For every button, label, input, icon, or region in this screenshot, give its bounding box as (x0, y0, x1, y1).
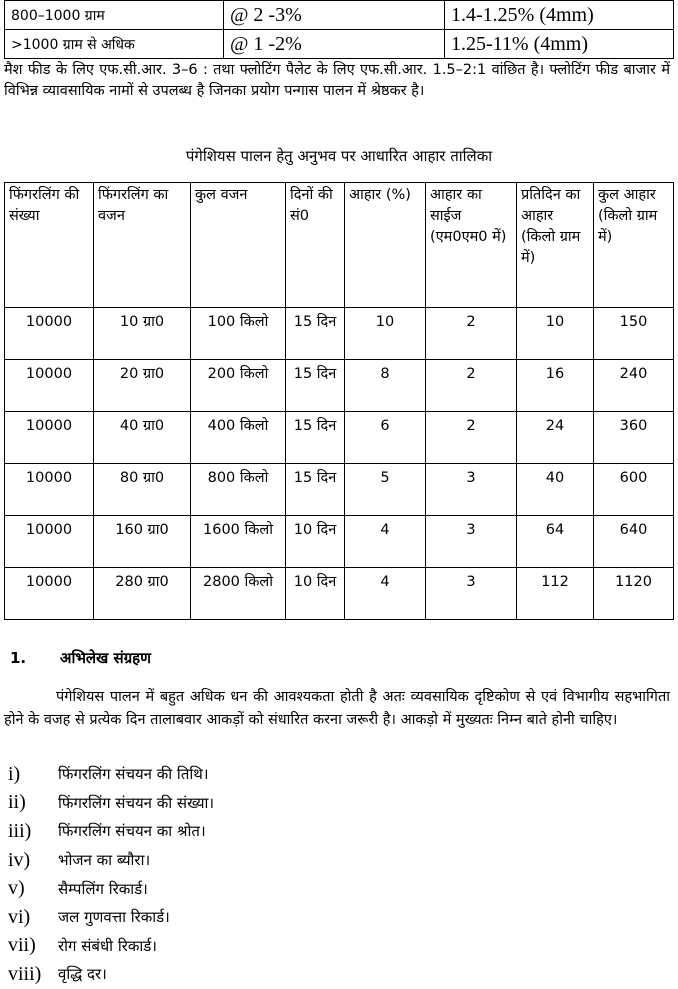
list-item (8, 874, 668, 903)
fcr-cell: 1.25-11% (4mm) (445, 30, 674, 59)
header-feed-percent: आहार (%) (345, 183, 426, 308)
list-numeral: viii) (8, 962, 42, 985)
list-numeral: iv) (8, 848, 31, 871)
feed-percent-cell: 6 (345, 412, 426, 464)
daily-feed-cell: 64 (517, 516, 594, 568)
days-cell: 15 दिन (286, 308, 345, 360)
total-feed-cell: 240 (594, 360, 674, 412)
feed-percent-cell: 5 (345, 464, 426, 516)
daily-feed-cell: 112 (517, 568, 594, 620)
list-item (8, 817, 668, 846)
list-text: फिंगरलिंग संचयन की तिथि। (58, 765, 209, 784)
table-row (5, 412, 674, 464)
feed-size-cell: 3 (426, 568, 517, 620)
list-item (8, 932, 668, 961)
count-cell: 10000 (5, 360, 94, 412)
header-daily-feed: प्रतिदिन का आहार (किलो ग्राम में) (517, 183, 594, 308)
table-row (5, 464, 674, 516)
weight-cell: >1000 ग्राम से अधिक (5, 30, 224, 59)
list-numeral: vi) (8, 905, 31, 928)
header-total-weight: कुल वजन (191, 183, 286, 308)
total-weight-cell: 200 किलो (191, 360, 286, 412)
feed-percent-cell: 8 (345, 360, 426, 412)
list-item (8, 903, 668, 932)
feed-size-cell: 2 (426, 412, 517, 464)
total-feed-cell: 600 (594, 464, 674, 516)
feed-size-cell: 2 (426, 308, 517, 360)
weight-cell: 160 ग्रा0 (94, 516, 191, 568)
list-numeral: iii) (8, 819, 32, 842)
list-numeral: vii) (8, 934, 36, 957)
table-row (5, 568, 674, 620)
list-item (8, 789, 668, 818)
section-number: 1. (10, 649, 27, 667)
list-text: वृद्धि दर। (58, 965, 107, 984)
weight-cell: 800–1000 ग्राम (5, 1, 224, 30)
count-cell: 10000 (5, 568, 94, 620)
header-row (5, 183, 674, 308)
table-title: पंगेशियस पालन हेतु अनुभव पर आधारित आहार तालिका (185, 147, 493, 165)
total-feed-cell: 150 (594, 308, 674, 360)
list-text: फिंगरलिंग संचयन की संख्या। (58, 793, 215, 812)
list-text: सैम्पलिंग रिकार्ड। (58, 879, 148, 898)
daily-feed-cell: 16 (517, 360, 594, 412)
weight-cell: 10 ग्रा0 (94, 308, 191, 360)
list-numeral: i) (8, 762, 21, 785)
weight-cell: 40 ग्रा0 (94, 412, 191, 464)
total-weight-cell: 1600 किलो (191, 516, 286, 568)
feed-chart-table (4, 182, 674, 620)
list-text: फिंगरलिंग संचयन का श्रोत। (58, 822, 206, 841)
count-cell: 10000 (5, 308, 94, 360)
header-weight: फिंगरलिंग का वजन (94, 183, 191, 308)
daily-feed-cell: 40 (517, 464, 594, 516)
total-feed-cell: 640 (594, 516, 674, 568)
table-row (5, 516, 674, 568)
feed-size-cell: 3 (426, 516, 517, 568)
list-text: जल गुणवत्ता रिकार्ड। (58, 908, 170, 927)
header-feed-size: आहार का साईज (एम0एम0 में) (426, 183, 517, 308)
feed-percent-cell: 10 (345, 308, 426, 360)
weight-cell: 20 ग्रा0 (94, 360, 191, 412)
count-cell: 10000 (5, 516, 94, 568)
total-weight-cell: 800 किलो (191, 464, 286, 516)
list-numeral: ii) (8, 791, 26, 814)
daily-feed-cell: 24 (517, 412, 594, 464)
header-count: फिंगरलिंग की संख्या (5, 183, 94, 308)
fcr-paragraph: मैश फीड के लिए एफ.सी.आर. 3–6 : तथा फ्लोटिंग पैलेट के लिए एफ.सी.आर. 1.5–2:1 वांछित है। फ्लोटिंग फीड बाजार में विभिन्न व्यावसायिक नामों से उपलब्ध है जिनका प्रयोग पन्गास पालन में श्रेष्ठकर है। (4, 62, 670, 99)
table-row (5, 30, 674, 59)
days-cell: 15 दिन (286, 464, 345, 516)
feed-size-cell: 3 (426, 464, 517, 516)
header-total-feed: कुल आहार (किलो ग्राम में) (594, 183, 674, 308)
records-list (8, 760, 668, 989)
total-weight-cell: 2800 किलो (191, 568, 286, 620)
fcr-table (4, 0, 674, 59)
feed-size-cell: 2 (426, 360, 517, 412)
header-days: दिनों की सं0 (286, 183, 345, 308)
list-numeral: v) (8, 877, 25, 900)
count-cell: 10000 (5, 464, 94, 516)
total-weight-cell: 100 किलो (191, 308, 286, 360)
days-cell: 10 दिन (286, 568, 345, 620)
days-cell: 15 दिन (286, 412, 345, 464)
feed-rate-cell: @ 2 -3% (224, 1, 445, 30)
list-text: रोग संबंधी रिकार्ड। (58, 936, 157, 955)
feed-percent-cell: 4 (345, 568, 426, 620)
list-item (8, 760, 668, 789)
table-row (5, 360, 674, 412)
days-cell: 10 दिन (286, 516, 345, 568)
feed-percent-cell: 4 (345, 516, 426, 568)
fcr-cell: 1.4-1.25% (4mm) (445, 1, 674, 30)
table-row (5, 1, 674, 30)
weight-cell: 80 ग्रा0 (94, 464, 191, 516)
total-weight-cell: 400 किलो (191, 412, 286, 464)
daily-feed-cell: 10 (517, 308, 594, 360)
total-feed-cell: 360 (594, 412, 674, 464)
list-item (8, 960, 668, 989)
list-item (8, 846, 668, 875)
section-title: अभिलेख संग्रहण (60, 649, 151, 667)
total-feed-cell: 1120 (594, 568, 674, 620)
feed-rate-cell: @ 1 -2% (224, 30, 445, 59)
days-cell: 15 दिन (286, 360, 345, 412)
section-heading (10, 648, 151, 668)
records-paragraph: पंगेशियस पालन में बहुत अधिक धन की आवश्यकता होती है अतः व्यवसायिक दृष्टिकोण से एवं विभागीय सहभागिता होने के वजह से प्रत्येक दिन तालाबवार आकड़ों को संधारित करना जरूरी है। आकड़ो में मुख्यतः निम्न बाते होनी चाहिए। (4, 689, 670, 728)
list-text: भोजन का ब्यौरा। (58, 851, 151, 870)
table-row (5, 308, 674, 360)
weight-cell: 280 ग्रा0 (94, 568, 191, 620)
count-cell: 10000 (5, 412, 94, 464)
